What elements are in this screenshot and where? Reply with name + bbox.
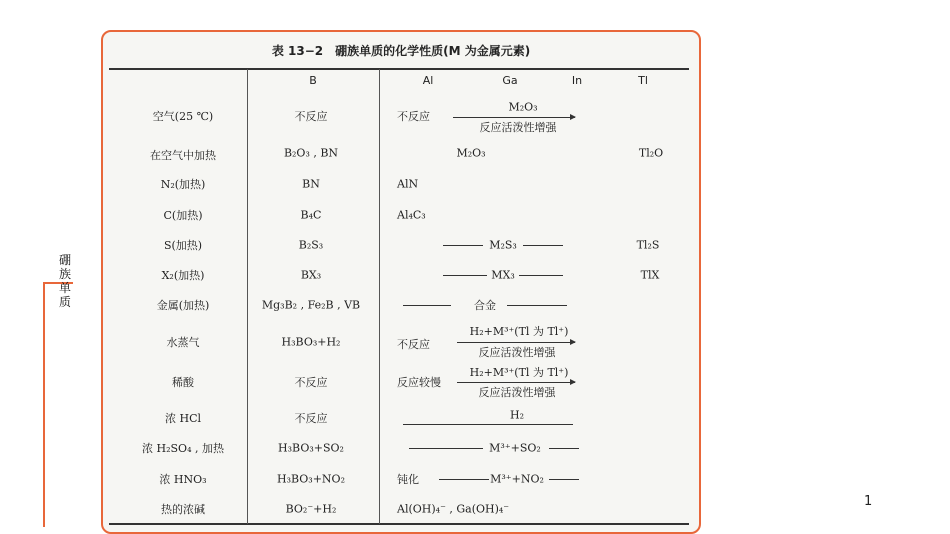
row-mid-bottom: 反应活泼性增强	[478, 346, 556, 359]
row-b: B₂S₃	[298, 238, 324, 252]
row-b: 不反应	[294, 412, 328, 425]
top-rule	[109, 68, 689, 70]
dash-left	[443, 275, 487, 276]
row-prop: 稀酸	[172, 376, 194, 389]
row-mid: 合金	[474, 299, 496, 312]
dash-left	[409, 448, 483, 449]
header-in: In	[571, 74, 583, 87]
row-b: Mg₃B₂ , Fe₂B , VB	[261, 298, 361, 312]
page-number: 1	[864, 494, 873, 509]
row-b: 不反应	[294, 110, 328, 123]
row-prop: N₂(加热)	[160, 178, 206, 191]
row-b: H₃BO₃+NO₂	[277, 472, 345, 486]
row-b: B₂O₃ , BN	[283, 146, 339, 160]
dash-right	[507, 305, 567, 306]
row-prop: 浓 H₂SO₄ , 加热	[142, 442, 224, 455]
row-mid-bottom: 反应活泼性增强	[479, 121, 557, 134]
row-al: AlN	[397, 177, 419, 191]
dash-right	[549, 448, 579, 449]
row-b: H₃BO₃+H₂	[281, 335, 341, 349]
dash-right	[519, 275, 563, 276]
dash-right	[523, 245, 563, 246]
activity-arrow	[457, 382, 575, 383]
row-al: 钝化	[397, 473, 419, 486]
activity-arrow	[457, 342, 575, 343]
side-label: 硼族单质	[58, 253, 71, 309]
row-mid: H₂	[509, 408, 525, 422]
row-al: 反应较慢	[397, 376, 441, 389]
row-b: BN	[302, 177, 320, 191]
column-divider-2	[379, 69, 380, 524]
row-mid-top: H₂+M³⁺(Tl 为 Tl⁺)	[469, 366, 569, 379]
row-b: BO₂⁻+H₂	[285, 502, 337, 516]
dash-left	[439, 479, 489, 480]
dash-full	[403, 424, 573, 425]
row-mid-top: H₂+M³⁺(Tl 为 Tl⁺)	[469, 325, 569, 338]
row-prop: 浓 HNO₃	[159, 473, 207, 486]
row-b: H₃BO₃+SO₂	[278, 441, 344, 455]
row-mid: M³⁺+SO₂	[489, 441, 541, 455]
activity-arrow	[453, 117, 575, 118]
header-tl: Tl	[638, 74, 648, 87]
row-prop: 浓 HCl	[164, 412, 202, 425]
row-prop: 空气(25 ℃)	[152, 110, 214, 123]
row-mid: M₂S₃	[489, 238, 517, 252]
dash-left	[443, 245, 483, 246]
row-prop: X₂(加热)	[161, 269, 205, 282]
header-ga: Ga	[502, 74, 518, 87]
row-mid: M³⁺+NO₂	[490, 472, 544, 486]
row-ga: M₂O₃	[456, 146, 486, 160]
row-mid-bottom: 反应活泼性增强	[478, 386, 556, 399]
row-al: 不反应	[397, 110, 430, 123]
row-prop: 热的浓碱	[161, 503, 205, 516]
row-mid: MX₃	[491, 268, 515, 282]
dash-right	[549, 479, 579, 480]
row-prop: C(加热)	[163, 209, 203, 222]
row-al: 不反应	[397, 338, 430, 351]
row-tl: Tl₂O	[638, 146, 664, 160]
row-al: Al₄C₃	[397, 208, 426, 222]
row-prop: S(加热)	[163, 239, 203, 252]
bottom-rule	[109, 523, 689, 525]
row-tl: Tl₂S	[636, 238, 660, 252]
row-mid-top: M₂O₃	[508, 100, 538, 114]
side-bracket-line	[43, 282, 45, 527]
row-al: Al(OH)₄⁻ , Ga(OH)₄⁻	[397, 502, 510, 516]
table-panel	[101, 30, 701, 534]
row-b: 不反应	[294, 376, 328, 389]
row-b: BX₃	[300, 268, 322, 282]
row-tl: TlX	[640, 268, 660, 282]
row-prop: 在空气中加热	[150, 149, 216, 162]
row-b: B₄C	[300, 208, 322, 222]
dash-left	[403, 305, 451, 306]
row-prop: 金属(加热)	[156, 299, 210, 312]
header-b: B	[309, 74, 317, 87]
header-al: Al	[422, 74, 434, 87]
row-prop: 水蒸气	[166, 336, 200, 349]
table-caption: 表 13−2 硼族单质的化学性质(M 为金属元素)	[271, 44, 531, 58]
